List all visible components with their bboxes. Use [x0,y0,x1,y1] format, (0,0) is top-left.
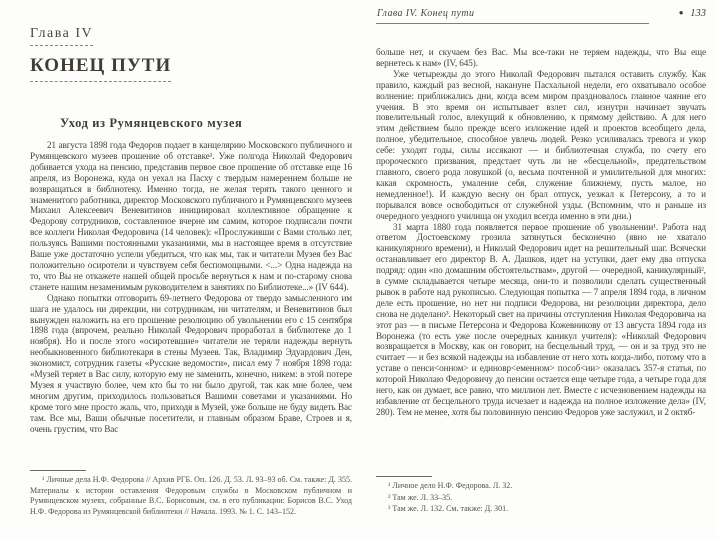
right-page [376,0,706,540]
paragraph: 31 марта 1880 года появляется первое прошение об увольнении¹. Работа над ответом Достоевскому грозила затянуться бесконечно (явно не хватало каникулярного времени), и Николай Федорович идет на решительный шаг. Всячески останавливает его директор В. А. Дашков, идет на уступки, дает ему два отпуска подряд: один «по домашним обстоятельствам», другой — очередной, каникулярный², в сумме складывается четыре месяца, они-то и позволили сделать существенный рывок в работе над рукописью. Следующая попытка — 7 апреля 1894 года, в личном деле есть прошение, но нет ни подписи Федорова, ни резолюции директора, дело снова не доделано³. Некоторый свет на причины отступления Николая Федоровича на этот раз — в письме Петерсона и Федорова Кожевникову от 13 августа 1894 года из Воронежа (то есть уже после очередных каникул учителя): «Николай Федорович возвращается в Москву, как он говорит, на бесцельный труд, — он и за труд это не считает — и без всякой надежды на избавление от него хоть когда-либо, потому что в уставе о пенси<онном> и единовр<еменном> пособ<ии> оказалась 357-я статья, по которой Николаю Федоровичу до пенсии остается еще четыре года, а четыре года для него, как он думает, все равно, что миллион лет. Вместе с исчезновением надежды на избавление от бесцельного труда исчезает и надежда на полное изложение дела» (IV, 280). Тем не менее, хотя бы половинную пенсию Федоров уже заслужил, и 2 октяб- [376,221,706,417]
right-footnote-block [376,476,706,515]
left-footnote-block [30,470,352,517]
paragraph: Уже четырежды до этого Николай Федорович пытался оставить службу. Как правило, каждый раз весной, накануне Пасхальной недели, его охватывало особое волнение: приближались дни, когда всем миром праздновалось главное чаяние его учения. В это время он испытывает взлет сил, изнутри начинает звучать повелительный голос, влекущий к обновлению, к прямому действию. А для него этим действием было прежде всего изложение идей и проектов всеобщего дела, полное, убедительное, способное увлечь людей. Резко усиливалась тревога и укор себе: уходят годы, силы иссякают — и библиотечная служба, по счету его пророческого призвания, предстает чуть ли не «бесцельной», предательством главного, своего рода ловушкой (о, весьма почтенной и умилительной для многих: какая скромность, умаление себя, служение ближнему, пусть малое, но немедленное!). И каждую весну он брал отпуск, уезжал к Петерсону, а то и порывался вовсе освободиться от служебной узды. (Вспомним, что и раньше из очередного уездного училища он уходил всегда именно в эти дни.) [376,68,706,221]
paragraph: больше нет, и скучаем без Вас. Мы все-таки не теряем надежды, что Вы еще вернетесь к нам» (IV, 645). [376,47,706,68]
header-rule [376,23,649,24]
page-number: 133 [690,8,706,19]
running-header [376,7,706,26]
running-header-title: Глава IV. Конец пути [377,8,475,19]
footnote: ² Там же. Л. 33–35. [388,492,453,502]
section-title: Уход из Румянцевского музея [60,116,243,130]
right-page-body [376,47,706,418]
chapter-label: Глава IV [30,26,93,46]
chapter-title: КОНЕЦ ПУТИ [30,55,171,82]
footnote: ¹ Личное дело Н.Ф. Федорова. Л. 32. [388,481,513,490]
paragraph: Однако попытки отговорить 69-летнего Федорова от твердо замысленного им шага не удалось ни дирекции, ни сотрудникам, ни читателям, и Веневитинов был вынужден наложить на его прошение резолюцию об увольнении его с 15 сентября 1898 года (впрочем, реально Николай Федорович проработал в библиотеке до 1 ноября). Но и после этого «осиротевшие» читатели не теряли надежды вернуть необыкновенного библиотекаря в стены Музеев. Так, Владимир Эдуардович Ден, экономист, сотрудник газеты «Русские ведомости», писал ему 7 ноября 1898 года: «Музей теряет в Вас силу, которую ему не заменить, конечно, никем: в этой потере Музея я участвую более, чем кто бы то ни было другой, так как мне более, чем многим другим, приходилось пользоваться Вашими советами и указаниями. Но кроме того мне просто жаль, что, приходя в Музей, уже больше не буду видеть Вас там. Все мы, Ваши обычные посетители, и главным образом Браве, Строев и я, очень грустим, что Вас [30,292,352,434]
footnote: ¹ Личные дела Н.Ф. Федорова // Архив РГБ. Оп. 126. Д. 53. Л. 93–93 об. См. также: Д. 355. Материалы к истории оставления Федоровым службы в Московском публичном и Румянцевском музеях, собранные В.С. Борисовым, см. в его публикации: Борисов В.С. Уход Н.Ф. Федорова из Румянцевской библиотеки // Начала. 1993. № 1. С. 143–152. [30,475,352,516]
footnote-divider [376,476,432,477]
footnote-divider [30,470,86,471]
footnote: ³ Там же. Л. 132. См. также: Д. 301. [388,504,509,514]
page-number-wrap [679,8,706,19]
bullet-icon: ● [678,8,684,17]
left-page [30,0,352,540]
left-page-body [30,140,352,434]
paragraph: 21 августа 1898 года Федоров подает в канцелярию Московского публичного и Румянцевского музеев прошение об отставке¹. Уже полгода Николай Федорович добивается ухода на пенсию, представив первое свое прошение об отставке еще 16 апреля, из Воронежа, куда он уехал на Пасху с твердым намерением больше не возвращаться в библиотеку. Именно тогда, не желая терять такого ценного и знаменитого работника, директор Московского публичного и Румянцевского музеев Михаил Алексеевич Веневитинов инициировал коллективное обращение к Федорову сотрудников, составленное вчерне им самим, которое подписали почти все коллеги Николая Федоровича (14 человек): «Прослуживши с Вами столько лет, пользуясь Вашими постоянными указаниями, мы в настоящее время в отсутствие Ваше уже достаточно успели убедиться, что как мы, так и читатели Музея без Вас положительно осиротели и чувствуем себя беспомощными. <...> Одна надежда на то, что Вы не откажете нашей общей просьбе вернуться к нам и по-старому снова станете нашим незаменимым руководителем в занятиях по Библиотеке...» (IV 644). [30,140,352,292]
